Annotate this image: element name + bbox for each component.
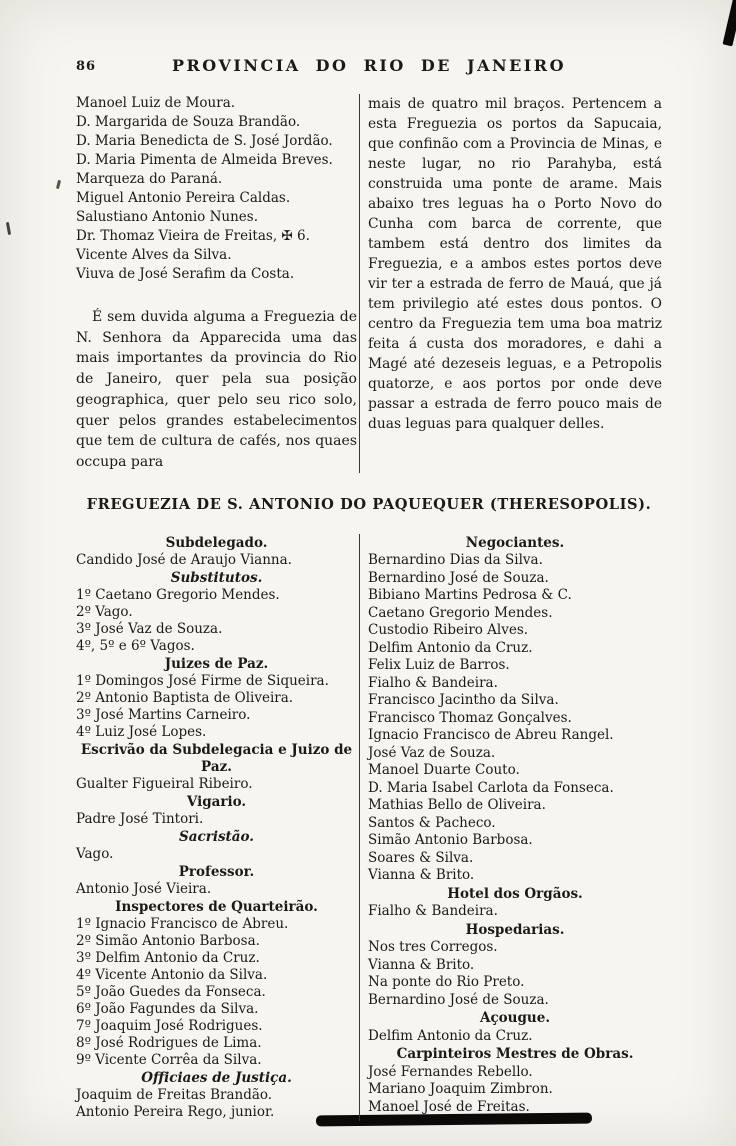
directory-entry: 2º Vago. bbox=[76, 603, 133, 620]
directory-entry: 4º, 5º e 6º Vagos. bbox=[76, 637, 195, 654]
directory-entry: Mathias Bello de Oliveira. bbox=[368, 797, 546, 814]
directory-heading: Carpinteiros Mestres de Obras. bbox=[396, 1046, 634, 1063]
page-content bbox=[76, 56, 662, 1121]
directory-entry: 6º João Fagundes da Silva. bbox=[76, 1000, 259, 1017]
directory-entry: Francisco Jacintho da Silva. bbox=[368, 692, 559, 709]
name-list bbox=[76, 94, 357, 284]
directory-entry: Vianna & Brito. bbox=[368, 867, 475, 884]
directory-entry: Soares & Silva. bbox=[368, 849, 474, 866]
directory-entry: Francisco Thomaz Gonçalves. bbox=[368, 709, 572, 726]
directory-entry: Manoel Duarte Couto. bbox=[368, 762, 520, 779]
directory-heading: Professor. bbox=[178, 863, 255, 880]
name-list-item: D. Maria Pimenta de Almeida Breves. bbox=[76, 152, 333, 168]
directory-entry: José Vaz de Souza. bbox=[368, 744, 496, 761]
directory-right-column bbox=[359, 534, 662, 1121]
directory-entry: Simão Antonio Barbosa. bbox=[368, 832, 533, 849]
directory-entry: Antonio Pereira Rego, junior. bbox=[76, 1103, 275, 1120]
directory-entry: 4º Vicente Antonio da Silva. bbox=[76, 966, 268, 983]
scan-artifact-edge-mark bbox=[6, 222, 11, 235]
directory-entry: Bibiano Martins Pedrosa & C. bbox=[368, 587, 572, 604]
directory-entry: 1º Caetano Gregorio Mendes. bbox=[76, 586, 280, 603]
directory-entry: Bernardino Dias da Silva. bbox=[368, 552, 543, 569]
directory-entry: Delfim Antonio da Cruz. bbox=[368, 1027, 533, 1044]
intro-paragraph-right: mais de quatro mil braços. Pertencem a esta Freguezia os portos da Sapucaia, que confinão com a Provincia de Minas, e neste lugar, no rio Parahyba, está construida uma ponte de arame. Mais abaixo tres leguas ha o Porto Novo do Cunha com barca de corrente, que tambem está dentro dos limites da Freguezia, e a ambos estes portos deve vir ter a estrada de ferro de Mauá, que já tem privilegio até estes dous pontos. O centro da Freguezia tem uma boa matriz feita á custa dos moradores, e dahi a Magé até dezeseis leguas, e a Petropolis quatorze, e aos portos por onde deve passar a estrada de ferro pouco mais de duas leguas para qualquer delles. bbox=[368, 96, 662, 432]
directory-entry: Nos tres Corregos. bbox=[368, 939, 498, 956]
directory-entry: Padre José Tintori. bbox=[76, 810, 204, 827]
directory-entry: Fialho & Bandeira. bbox=[368, 903, 498, 920]
directory-entry: Custodio Ribeiro Alves. bbox=[368, 622, 529, 639]
running-title: PROVINCIA DO RIO DE JANEIRO bbox=[171, 56, 567, 75]
directory-entry: Ignacio Francisco de Abreu Rangel. bbox=[368, 727, 614, 744]
directory-entry: Caetano Gregorio Mendes. bbox=[368, 604, 553, 621]
directory-entry: Manoel José de Freitas. bbox=[368, 1098, 530, 1115]
name-list-item: Viuva de José Serafim da Costa. bbox=[76, 266, 295, 282]
directory-entry: Na ponte do Rio Preto. bbox=[368, 974, 525, 991]
directory-entry: D. Maria Isabel Carlota da Fonseca. bbox=[368, 779, 614, 796]
directory-entry: 5º João Guedes da Fonseca. bbox=[76, 983, 266, 1000]
directory-entry: 9º Vicente Corrêa da Silva. bbox=[76, 1051, 262, 1068]
name-list-item: Salustiano Antonio Nunes. bbox=[76, 209, 258, 225]
directory-heading: Negociantes. bbox=[465, 534, 565, 551]
name-list-item: Manoel Luiz de Moura. bbox=[76, 95, 236, 111]
directory-heading: Escrivão da Subdelegacia e Juizo de Paz. bbox=[80, 741, 353, 775]
directory-entry: Felix Luiz de Barros. bbox=[368, 657, 510, 674]
name-list-item: Dr. Thomaz Vieira de Freitas, ✠ 6. bbox=[76, 228, 310, 244]
directory-entry: 8º José Rodrigues de Lima. bbox=[76, 1034, 262, 1051]
directory-entry: Vianna & Brito. bbox=[368, 956, 475, 973]
directory-entry: Santos & Pacheco. bbox=[368, 814, 496, 831]
directory-section bbox=[76, 534, 662, 1121]
directory-entry: 1º Domingos José Firme de Siqueira. bbox=[76, 672, 329, 689]
intro-right-column bbox=[359, 94, 662, 473]
name-list-item: D. Maria Benedicta de S. José Jordão. bbox=[76, 133, 333, 149]
directory-entry: Bernardino José de Souza. bbox=[368, 991, 549, 1008]
directory-entry: Joaquim de Freitas Brandão. bbox=[76, 1086, 273, 1103]
intro-left-column bbox=[76, 94, 359, 473]
page-number: 86 bbox=[76, 59, 97, 74]
directory-heading: Hotel dos Orgãos. bbox=[447, 885, 583, 902]
directory-entry: Bernardino José de Souza. bbox=[368, 569, 549, 586]
directory-heading: Subdelegado. bbox=[165, 534, 268, 551]
directory-entry: Candido José de Araujo Vianna. bbox=[76, 551, 292, 568]
directory-entry: Antonio José Vieira. bbox=[76, 880, 212, 897]
directory-entry: 3º Delfim Antonio da Cruz. bbox=[76, 949, 260, 966]
scan-artifact-small-mark bbox=[56, 180, 61, 189]
name-list-item: D. Margarida de Souza Brandão. bbox=[76, 114, 301, 130]
page-header bbox=[76, 56, 662, 78]
intro-paragraph-left: É sem duvida alguma a Freguezia de N. Senhora da Apparecida uma das mais importantes da provincia do Rio de Janeiro, quer pela sua posição geographica, quer pelo seu rico solo, quer pelos grandes estabelecimentos que tem de cultura de cafés, nos quaes occupa para bbox=[76, 309, 357, 470]
directory-heading: Açougue. bbox=[479, 1010, 551, 1027]
directory-entry: José Fernandes Rebello. bbox=[368, 1063, 533, 1080]
directory-left-column bbox=[76, 534, 359, 1121]
directory-heading: Sacristão. bbox=[178, 828, 254, 845]
directory-heading: Juizes de Paz. bbox=[164, 655, 269, 672]
scan-artifact-corner-mark bbox=[723, 0, 736, 46]
directory-heading: Officiaes de Justiça. bbox=[141, 1069, 292, 1086]
section-heading: FREGUEZIA DE S. ANTONIO DO PAQUEQUER (THERESOPOLIS). bbox=[86, 495, 652, 513]
directory-entry: 7º Joaquim José Rodrigues. bbox=[76, 1017, 263, 1034]
name-list-item: Miguel Antonio Pereira Caldas. bbox=[76, 190, 291, 206]
directory-entry: Fialho & Bandeira. bbox=[368, 674, 498, 691]
directory-heading: Substitutos. bbox=[170, 569, 263, 586]
directory-entry: 4º Luiz José Lopes. bbox=[76, 723, 207, 740]
directory-heading: Inspectores de Quarteirão. bbox=[115, 898, 318, 915]
intro-section bbox=[76, 94, 662, 473]
directory-entry: Gualter Figueiral Ribeiro. bbox=[76, 775, 253, 792]
directory-entry: 1º Ignacio Francisco de Abreu. bbox=[76, 915, 289, 932]
directory-entry: 2º Simão Antonio Barbosa. bbox=[76, 932, 260, 949]
directory-entry: Vago. bbox=[76, 845, 114, 862]
directory-entry: 2º Antonio Baptista de Oliveira. bbox=[76, 689, 294, 706]
directory-entry: 3º José Martins Carneiro. bbox=[76, 706, 251, 723]
directory-entry: Delfim Antonio da Cruz. bbox=[368, 639, 533, 656]
name-list-item: Vicente Alves da Silva. bbox=[76, 247, 232, 263]
directory-heading: Hospedarias. bbox=[465, 921, 565, 938]
directory-entry: Mariano Joaquim Zimbron. bbox=[368, 1081, 553, 1098]
directory-heading: Vigario. bbox=[186, 793, 247, 810]
name-list-item: Marqueza do Paraná. bbox=[76, 171, 223, 187]
directory-entry: 3º José Vaz de Souza. bbox=[76, 620, 223, 637]
